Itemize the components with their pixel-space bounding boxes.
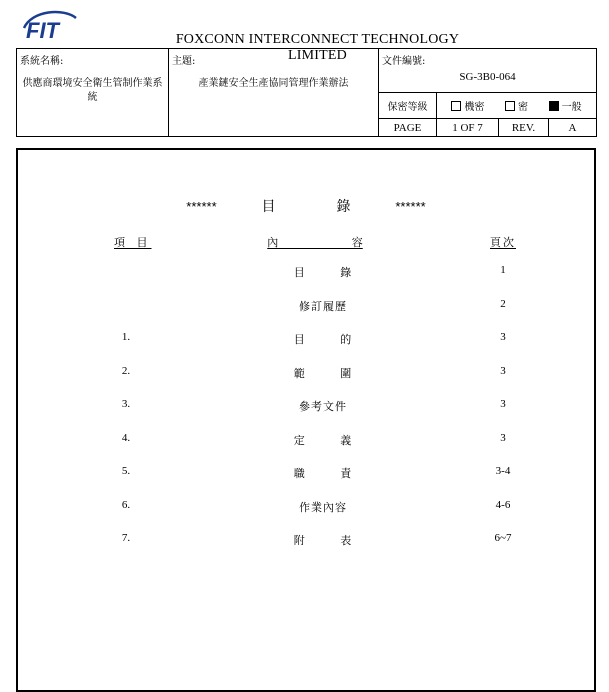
system-name-value: 供應商環境安全衛生管制作業系統 [22,78,163,103]
page-label: PAGE [379,119,437,137]
column-header-item: 項 目 [114,236,152,249]
toc-row: 目 錄 1 [293,264,506,279]
toc-row: 7. 附 表 6~7 [121,532,512,547]
subject-cell [169,49,379,137]
checkbox-filled-icon [549,101,559,111]
company-name: FOXCONN INTERCONNECT TECHNOLOGY LIMITED [175,32,460,63]
toc-row: 6. 作業內容 4-6 [121,499,511,514]
revision-label: REV. [499,119,549,137]
title-stars-left: ****** [186,199,217,214]
document-number-cell [379,49,597,93]
system-name-cell [17,49,169,137]
confidentiality-label: 保密等級 [379,93,437,119]
subject-value: 產業鏈安全生產協同管理作業辦法 [198,78,349,89]
column-header-content: 內 容 [267,236,363,249]
toc-row: 修訂履歷 2 [299,298,506,313]
toc-row: 5. 職 責 3-4 [121,465,511,480]
document-number-label: 文件編號: [382,56,426,67]
toc-title [18,196,594,216]
confidentiality-option-general[interactable]: 一般 [549,98,582,113]
subject-label: 主題: [172,56,196,67]
logo-text: FIT [26,18,59,43]
toc-row: 4. 定 義 3 [121,432,506,447]
confidentiality-options [437,93,597,119]
document-number-value: SG-3B0-064 [459,71,516,83]
revision-value: A [549,119,597,137]
title-char-2: 錄 [336,199,351,215]
content-frame [16,148,596,692]
title-stars-right: ****** [395,199,426,214]
checkbox-empty-icon [505,101,515,111]
company-logo [20,8,78,44]
toc-row: 1. 目 的 3 [121,331,506,346]
system-name-label: 系統名稱: [20,56,64,67]
toc-row: 3. 參考文件 3 [121,398,506,413]
checkbox-empty-icon [451,101,461,111]
document-header-table [16,48,597,137]
column-header-page: 頁次 [490,236,516,249]
toc-row: 2. 範 圍 3 [121,365,506,380]
confidentiality-option-secret[interactable]: 機密 [451,98,484,113]
page-value: 1 OF 7 [437,119,499,137]
title-char-1: 目 [261,199,276,215]
confidentiality-option-confidential[interactable]: 密 [505,98,528,113]
